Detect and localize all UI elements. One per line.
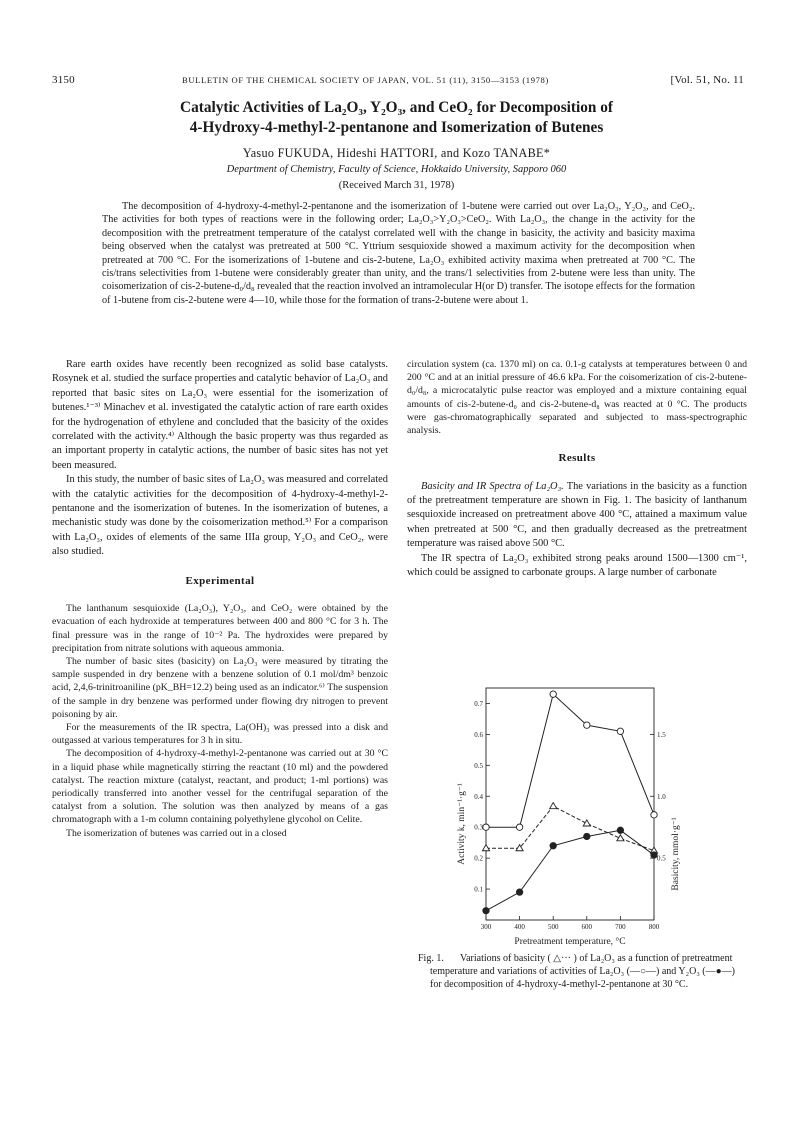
- x-axis-label: Pretreatment temperature, °C: [514, 937, 626, 947]
- results-paragraph-1: [407, 480, 747, 552]
- y-tick-label: 0.7: [474, 699, 483, 708]
- data-point-triangle: [583, 820, 590, 826]
- data-point-triangle: [617, 835, 624, 841]
- data-point-filled-circle: [651, 852, 657, 858]
- results-paragraph-1-text: The variations in the basicity as a function of the pretreatment temperature are shown in Fig. 1. The basicity of lanthanum sesquioxide increased on pretreatment above 400 °C, attained a maximum value when pretreated at 500 °C, and then gradually decreased as the pretreatment temperature was raised above 500 °C.: [407, 480, 747, 550]
- x-tick-label: 800: [648, 923, 660, 931]
- experimental-heading: Experimental: [185, 574, 255, 587]
- affiliation: Department of Chemistry, Faculty of Science, Hokkaido University, Sapporo 060: [226, 164, 567, 175]
- basicity-subheading: Basicity and IR Spectra of La₂O₃.: [421, 480, 564, 492]
- data-point-open-circle: [550, 691, 556, 697]
- experimental-paragraph-3: For the measurements of the IR spectra, La(OH)₃ was pressed into a disk and outgassed at various temperatures for 3 h in situ.: [52, 721, 388, 747]
- experimental-paragraph-5: The isomerization of butenes was carried out in a closed: [66, 827, 287, 839]
- x-tick-label: 600: [581, 923, 593, 931]
- results-paragraph-2: The IR spectra of La₂O₃ exhibited strong peaks around 1500—1300 cm⁻¹, which could be assigned to carbonate groups. A large number of carbonate: [407, 552, 747, 579]
- data-point-triangle: [482, 845, 489, 851]
- data-point-open-circle: [617, 728, 623, 734]
- caption-label: Fig. 1.: [418, 953, 444, 964]
- y2-tick-label: 1.5: [657, 730, 666, 739]
- right-column: [407, 358, 747, 580]
- volume-info: [Vol. 51, No. 11: [670, 74, 744, 86]
- plot-frame: [486, 688, 654, 920]
- abstract: The decomposition of 4-hydroxy-4-methyl-2-pentanone and the isomerization of 1-butene were carried out over La₂O₃, Y₂O₃, and CeO₂. The activities for both types of reactions were in the following order; La₂O₃>Y₂O₃>CeO₂. With La₂O₃, the change in the activity for the decomposition with the pretreatment temperature of the catalyst correlated well with the change in basicity, the activity and basicity maxima being observed when the catalyst was pretreated at 500 °C. Yttrium sesquioxide showed a maximum activity for the decomposition when pretreated at 700 °C. For the isomerizations of 1-butene and cis-2-butene, La₂O₃ exhibited activity maxima when pretreated at 700 °C. The cis/trans selectivities from 1-butene were considerably greater than unity, and the trans/1 selectivities from 2-butene were less than unity. The coisomerization of cis-2-butene-d₀/d₈ revealed that the reaction involved an intramolecular H(or D) transfer. The isotope effects for the formation of 1-butene from cis-2-butene were 4—10, while those for the formation of trans-2-butene were about 1.: [102, 201, 695, 306]
- y-tick-label: 0.3: [474, 823, 483, 832]
- experimental-paragraph-2: The number of basic sites (basicity) on La₂O₃ were measured by titrating the sample suspended in dry benzene with a benzene solution of 0.1 mol/dm³ benzoic acid, 2,4,6-trinitroaniline (pK_BH=12.2) being used as an indicator.⁶⁾ The suspension of the sample in dry benzene was performed under flowing dry nitrogen to prevent poisoning by air.: [52, 655, 388, 720]
- y-axis-label: Activity k, min⁻¹·g⁻¹: [457, 783, 467, 865]
- data-point-triangle: [550, 803, 557, 809]
- data-point-open-circle: [584, 722, 590, 728]
- data-point-open-circle: [516, 824, 522, 830]
- x-tick-label: 500: [547, 923, 559, 931]
- series-line-filled-circle: [486, 830, 654, 910]
- data-point-open-circle: [651, 812, 657, 818]
- data-point-filled-circle: [483, 908, 489, 914]
- series-line-open-circle: [486, 694, 654, 827]
- data-point-filled-circle: [584, 833, 590, 839]
- intro-paragraph-1: Rare earth oxides have recently been recognized as solid base catalysts. Rosynek et al. studied the surface properties and catalytic behavior of La₂O₃ and reported that basic sites on La₂O₃ were essential for the isomerization of butenes.¹⁻³⁾ Minachev et al. investigated the catalytic action of rare earth oxides for the hydrogenation of ethylene and concluded that the basicity of the oxides correlated with the activity.⁴⁾ Although the basic property was thus regarded as an important property in catalytic actions, the number of basic sites has not yet been measured.: [52, 359, 388, 471]
- y-tick-label: 0.4: [474, 792, 483, 801]
- x-tick-label: 400: [514, 923, 525, 931]
- paper-title: [40, 98, 753, 138]
- y-tick-label: 0.5: [474, 761, 483, 770]
- data-point-filled-circle: [516, 889, 522, 895]
- y2-tick-label: 1.0: [657, 792, 666, 801]
- experimental-paragraph-1: The lanthanum sesquioxide (La₂O₃), Y₂O₃, and CeO₂ were obtained by the evacuation of each hydroxide at temperatures between 400 and 800 °C for 3 h. The final pressure was in the range of 10⁻² Pa. The hydroxides were prepared by precipitation from nitrate solutions with aqueous ammonia.: [52, 603, 388, 654]
- y-tick-label: 0.1: [474, 885, 483, 894]
- figure-1-chart: [450, 680, 690, 952]
- y-tick-label: 0.6: [474, 730, 483, 739]
- series-line-triangle: [486, 806, 654, 851]
- intro-paragraph-2: In this study, the number of basic sites of La₂O₃ was measured and correlated with the catalytic activities for the decomposition of 4-hydroxy-4-methyl-2-pentanone and the isomerization of butenes. In the isomerization of butenes, a mechanistic study was done by the coisomerization method.⁵⁾ For a comparison with La₂O₃, oxides of elements of the same IIIa group, Y₂O₃ and CeO₂, were also studied.: [52, 474, 388, 558]
- x-tick-label: 300: [480, 923, 492, 931]
- authors: Yasuo FUKUDA, Hideshi HATTORI, and Kozo TANABE*: [242, 146, 551, 160]
- results-heading: Results: [558, 452, 596, 465]
- data-point-open-circle: [483, 824, 489, 830]
- left-column: [52, 358, 388, 840]
- data-point-filled-circle: [617, 827, 623, 833]
- y2-axis-label: Basicity, mmol·g⁻¹: [671, 817, 681, 891]
- y2-tick-label: 0.5: [657, 854, 666, 863]
- title-line-2: 4-Hydroxy-4-methyl-2-pentanone and Isomerization of Butenes: [189, 119, 604, 136]
- data-point-filled-circle: [550, 843, 556, 849]
- page-number: 3150: [52, 74, 75, 86]
- title-line-1: Catalytic Activities of La₂O₃, Y₂O₃, and CeO₂ for Decomposition of: [180, 99, 613, 116]
- right-paragraph-1: circulation system (ca. 1370 ml) on ca. 0.1-g catalysts at temperatures between 0 and 200 °C and at an initial pressure of 46.6 kPa. For the coisomerization of cis-2-butene-d₀/d₈, a microcatalytic pulse reactor was employed and a mixture containing equal amounts of cis-2-butene-d₀ and cis-2-butene-d₈ was reacted at 0 °C. The products were gas-chromatographically separated and subjected to mass-spectrographic analysis.: [407, 359, 747, 437]
- figure-1-caption: [418, 952, 746, 991]
- journal-name: BULLETIN OF THE CHEMICAL SOCIETY OF JAPAN, VOL. 51 (11), 3150—3153 (1978): [182, 75, 549, 85]
- y-tick-label: 0.2: [474, 854, 483, 863]
- x-tick-label: 700: [615, 923, 626, 931]
- received-date: (Received March 31, 1978): [338, 180, 455, 191]
- caption-text: Variations of basicity ( △··· ) of La₂O₃ as a function of pretreatment temperature and variations of activities of La₂O₃ (—○—) and Y₂O₃ (—●—) for decomposition of 4-hydroxy-4-methyl-2-pentanone at 30 °C.: [430, 953, 736, 990]
- experimental-paragraph-4: The decomposition of 4-hydroxy-4-methyl-2-pentanone was carried out at 30 °C in a liquid phase while magnetically stirring the reactant (10 ml) and the powdered catalyst. The reaction mixture (catalyst, reactant, and product; 1-ml portions) was periodically transferred into another vessel for the centrifugal separation of the catalyst from a solution. The solution was then analyzed by means of a gas chromatograph with a 1-m column containing polyethylene glycohol on Celite.: [52, 748, 388, 826]
